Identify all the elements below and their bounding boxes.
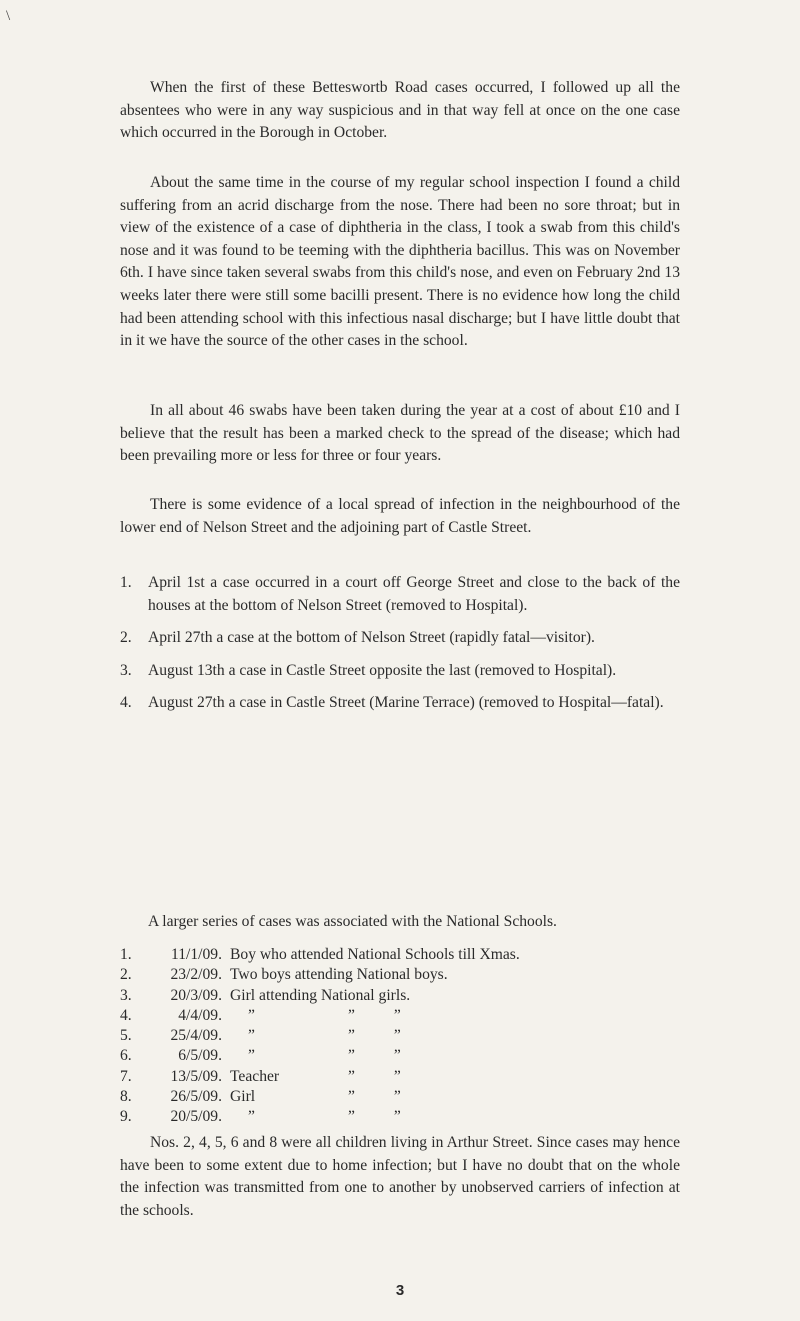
schools-intro: A larger series of cases was associated with the National Schools. bbox=[148, 913, 557, 930]
list-item: 1. April 1st a case occurred in a court off George Street and close to the back of the houses at the bottom of Nelson Street (removed to Hospital). bbox=[120, 574, 680, 614]
table-row: 8. 26/5/09. Girl ” ” bbox=[120, 1088, 401, 1106]
local-cases-list bbox=[120, 572, 680, 725]
paragraph-local-spread: There is some evidence of a local spread of infection in the neighbourhood of the lower end of Nelson Street and the adjoining part of Castle Street. bbox=[120, 496, 680, 536]
closing-paragraph: Nos. 2, 4, 5, 6 and 8 were all children living in Arthur Street. Since cases may hence have been to some extent due to home infection; but I have no doubt that on the whole the infection was transmitted from one to another by unobserved carriers of infection at the schools. bbox=[120, 1134, 680, 1219]
paragraph-school-inspection: About the same time in the course of my regular school inspection I found a child suffering from an acrid discharge from the nose. There had been no sore throat; but in view of the existence of a case of diphtheria in the class, I took a swab from this child's nose and it was found to be teeming with the diphtheria bacillus. This was on November 6th. I have since taken several swabs from this child's nose, and even on February 2nd 13 weeks later there were still some bacilli present. There is no evidence how long the child had been attending school with this infectious nasal discharge; but I have little doubt that in it we have the source of the other cases in the school. bbox=[120, 174, 680, 350]
page-number: 3 bbox=[395, 1282, 405, 1299]
table-row: 6. 6/5/09. ” ” ” bbox=[120, 1047, 401, 1065]
paragraph-betteswortb: When the first of these Betteswortb Road cases occurred, I followed up all the absentees who were in any way suspicious and in that way fell at once on the one case which occurred in the Borough in October. bbox=[120, 79, 680, 142]
list-item: 3. August 13th a case in Castle Street opposite the last (removed to Hospital). bbox=[120, 661, 617, 679]
table-row: 3. 20/3/09. Girl attending National girls. bbox=[120, 986, 411, 1004]
table-row: 2. 23/2/09. Two boys attending National boys. bbox=[120, 966, 448, 984]
table-row: 9. 20/5/09. ” ” ” bbox=[120, 1108, 401, 1126]
school-cases-table bbox=[120, 945, 680, 1128]
corner-mark: \ bbox=[6, 8, 11, 24]
table-row: 4. 4/4/09. ” ” ” bbox=[120, 1006, 401, 1024]
paragraph-swabs: In all about 46 swabs have been taken during the year at a cost of about £10 and I believe that the result has been a marked check to the spread of the disease; which had been prevailing more or less for three or four years. bbox=[120, 402, 680, 465]
table-row: 5. 25/4/09. ” ” ” bbox=[120, 1027, 401, 1045]
table-row: 1. 11/1/09. Boy who attended National Schools till Xmas. bbox=[120, 946, 520, 963]
list-item: 2. April 27th a case at the bottom of Nelson Street (rapidly fatal—visitor). bbox=[120, 629, 595, 647]
list-item: 4. August 27th a case in Castle Street (Marine Terrace) (removed to Hospital—fatal). bbox=[120, 694, 664, 712]
table-row: 7. 13/5/09. Teacher ” ” bbox=[120, 1067, 401, 1085]
